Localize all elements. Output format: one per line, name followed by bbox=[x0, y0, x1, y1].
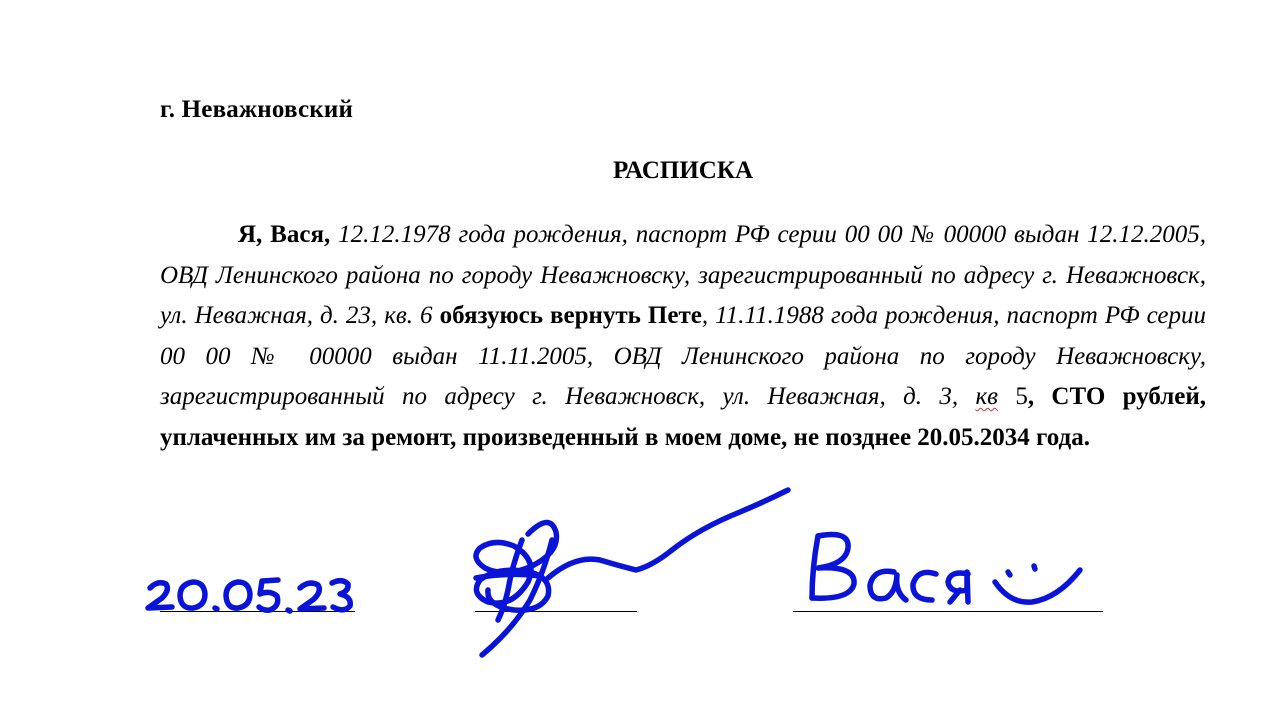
city-heading: г. Неважновский bbox=[160, 96, 354, 123]
handwritten-name bbox=[812, 535, 1080, 603]
apartment-number: 5 bbox=[997, 383, 1028, 410]
scribbled-signature bbox=[476, 490, 788, 655]
obligation-text: обязуюсь вернуть Пете bbox=[432, 302, 702, 329]
handwritten-date bbox=[148, 580, 350, 611]
document-title: РАСПИСКА bbox=[612, 157, 754, 184]
misspelled-word: кв bbox=[975, 383, 998, 410]
debtor-details: 12.12.1978 года рождения, паспорт РФ серии 00 00 № 00000 выдан 12.12.2005, ОВД Ленинского района по городу Неважновску, зарегистрированный по адресу г. Неважновск, ул. Неважная, д. 23, кв. 6 bbox=[160, 221, 1206, 329]
amount-and-deadline: , СТО рублей, уплаченных им за ремонт, произведенный в моем доме, не позднее 20.05.2034 года. bbox=[160, 383, 1206, 451]
creditor-details: , 11.11.1988 года рождения, паспорт РФ серии 00 00 № 00000 выдан 11.11.2005, ОВД Ленинского района по городу Неважновску, зарегистрированный по адресу г. Неважновск, ул. Неважная, д. 3, bbox=[160, 302, 1207, 410]
debtor-name: Я, Вася, bbox=[238, 221, 331, 248]
